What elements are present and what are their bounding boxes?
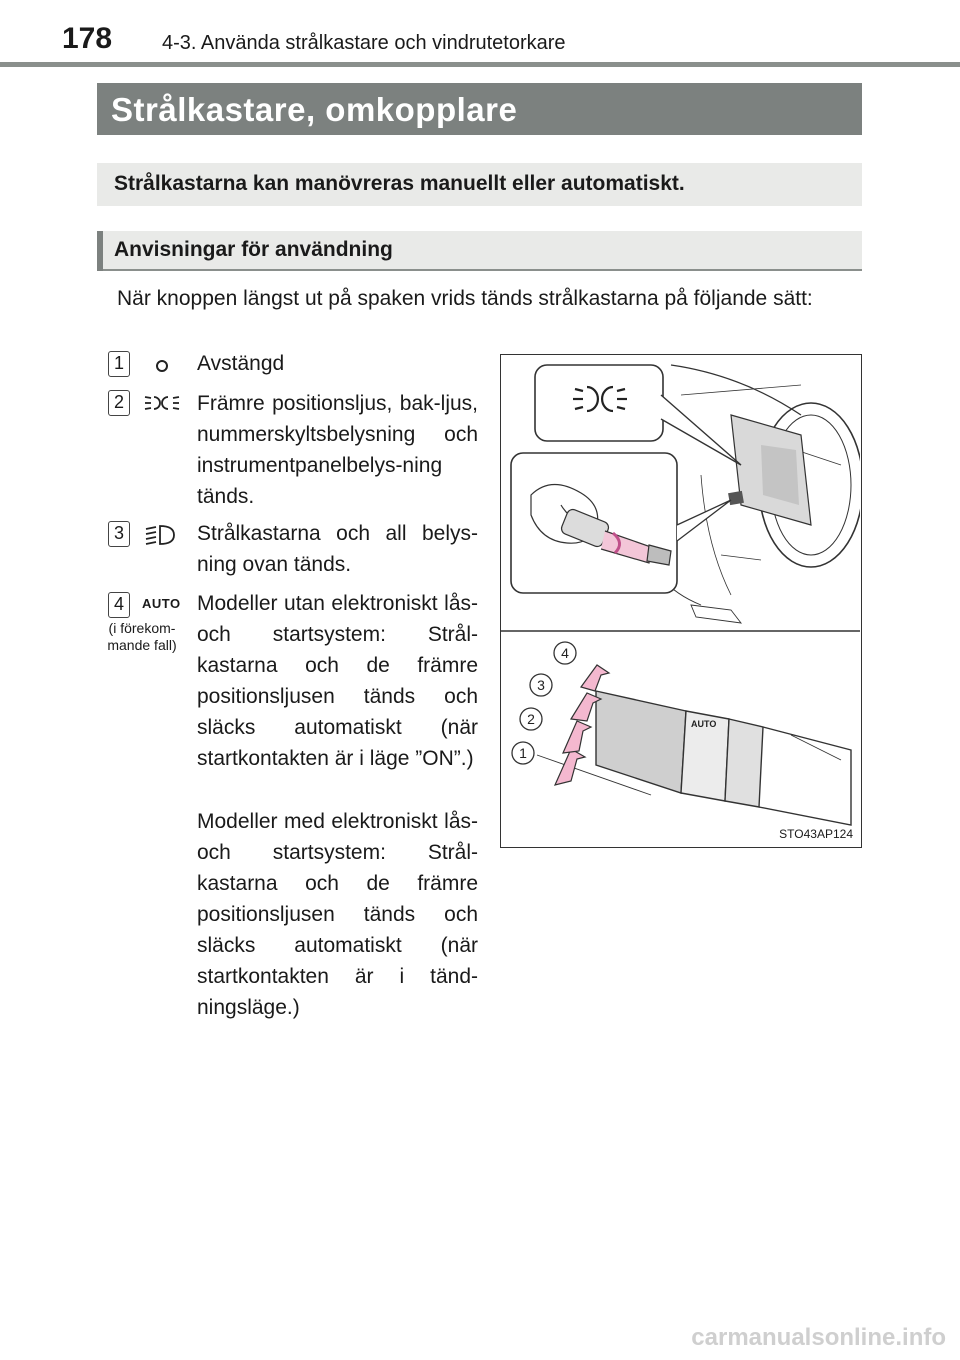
summary-box <box>97 163 862 206</box>
subheading: Anvisningar för användning <box>114 238 393 261</box>
item-number-2: 2 <box>108 390 130 416</box>
switch-auto-label: AUTO <box>691 719 717 729</box>
summary-text: Strålkastarna kan manövreras manuellt eller automatiskt. <box>114 172 685 195</box>
section-title-bar <box>97 83 862 135</box>
subheading-bar <box>97 231 862 271</box>
chapter-heading: 4-3. Använda strålkastare och vindrutetorkare <box>162 32 566 54</box>
item-text-1: Avstängd <box>197 352 285 375</box>
subheading-marker <box>97 231 103 271</box>
section-title: Strålkastare, omkopplare <box>111 91 518 128</box>
callout-3: 3 <box>537 677 545 693</box>
off-circle-icon <box>150 354 174 378</box>
callout-2: 2 <box>527 711 535 727</box>
position-lights-icon <box>142 391 182 415</box>
availability-note: (i förekom-mande fall) <box>107 620 177 653</box>
callout-4: 4 <box>561 645 569 661</box>
item-number-1: 1 <box>108 351 130 377</box>
item-text-2: Främre positionsljus, bak-ljus, nummerskyltsbelysning och instrumentpanelbelys-ning tänds. <box>197 392 478 508</box>
page-number: 178 <box>62 22 113 55</box>
item-number-3: 3 <box>108 521 130 547</box>
watermark: carmanualsonline.info <box>691 1324 946 1351</box>
figure-code: STO43AP124 <box>779 827 853 841</box>
item-number-4: 4 <box>108 592 130 618</box>
callout-1: 1 <box>519 745 527 761</box>
illustration-headlight-switch <box>500 354 862 848</box>
auto-icon: AUTO <box>142 596 181 611</box>
headlight-icon <box>144 522 180 548</box>
intro-paragraph: När knoppen längst ut på spaken vrids tänds strålkastarna på följande sätt: <box>117 287 813 310</box>
item-text-4: Modeller utan elektroniskt lås- och startsystem: Strål-kastarna och de främre positionsljusen tänds och släcks automatiskt (när startkontakten är i läge ”ON”.) <box>197 592 478 770</box>
item-text-4b: Modeller med elektroniskt lås- och startsystem: Strål-kastarna och de främre positionsljusen tänds och släcks automatiskt (när startkontakten är i tänd-ningsläge.) <box>197 810 478 1019</box>
header-rule <box>0 62 960 67</box>
item-text-3: Strålkastarna och all belys-ning ovan tänds. <box>197 522 478 576</box>
